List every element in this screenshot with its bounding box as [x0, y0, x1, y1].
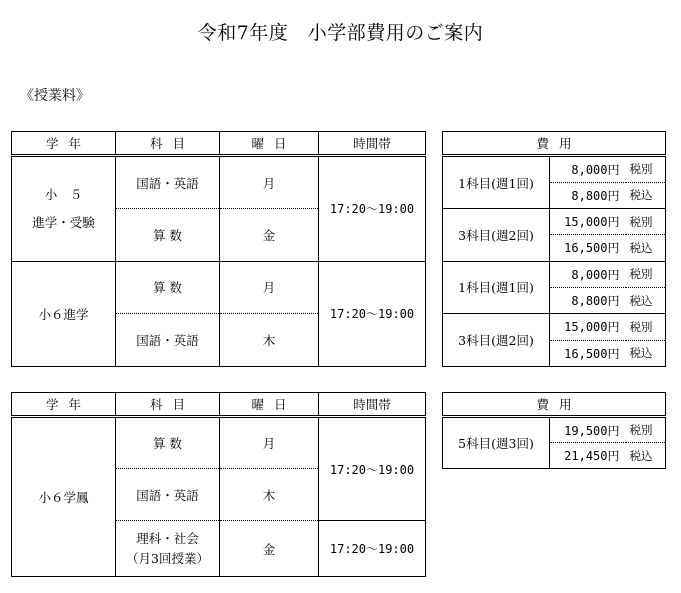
header-time: 時間帯 — [319, 393, 426, 417]
fee-incl: 16,500円 — [550, 235, 626, 261]
fee-excl-label: 税別 — [626, 156, 666, 182]
subject-cell: 国語・英語 — [116, 469, 220, 521]
day-cell: 木 — [220, 469, 319, 521]
subject-cell — [116, 521, 220, 577]
fee-excl-label: 税別 — [626, 314, 666, 340]
fee-incl-label: 税込 — [626, 443, 666, 469]
fee-incl-label: 税込 — [626, 340, 666, 366]
fee-incl: 21,450円 — [550, 443, 626, 469]
fee-excl: 15,000円 — [550, 314, 626, 340]
day-cell: 月 — [220, 417, 319, 469]
fee-incl-label: 税込 — [626, 182, 666, 208]
subject-cell: 算 数 — [116, 208, 220, 261]
day-cell: 月 — [220, 261, 319, 314]
header-fee: 費用 — [443, 132, 666, 156]
day-cell: 金 — [220, 521, 319, 577]
grade-cell: 小６学鳳 — [12, 417, 116, 577]
fee-excl: 8,000円 — [550, 261, 626, 287]
fee-plan: 5科目(週3回) — [443, 417, 550, 469]
fee-plan: 3科目(週2回) — [443, 314, 550, 367]
day-cell: 月 — [220, 156, 319, 209]
subject-line: （月3回授業） — [126, 550, 209, 566]
fee-incl: 8,800円 — [550, 182, 626, 208]
day-cell: 木 — [220, 314, 319, 367]
fee-table-1 — [442, 131, 666, 367]
subject-cell: 算 数 — [116, 261, 220, 314]
page-title: 令和7年度 小学部費用のご案内 — [197, 22, 484, 44]
fee-incl: 8,800円 — [550, 287, 626, 313]
fee-excl: 15,000円 — [550, 208, 626, 234]
subject-cell: 国語・英語 — [116, 156, 220, 209]
time-cell: 17:20～19:00 — [319, 417, 426, 521]
subject-cell: 国語・英語 — [116, 314, 220, 367]
time-cell: 17:20～19:00 — [319, 261, 426, 366]
day-cell: 金 — [220, 208, 319, 261]
fee-excl: 19,500円 — [550, 417, 626, 443]
grade-cell — [12, 156, 116, 261]
subject-line: 理科・社会 — [136, 530, 199, 546]
fee-plan: 1科目(週1回) — [443, 261, 550, 314]
fee-excl-label: 税別 — [626, 261, 666, 287]
header-time: 時間帯 — [319, 132, 426, 156]
fee-excl-label: 税別 — [626, 208, 666, 234]
fee-incl-label: 税込 — [626, 235, 666, 261]
fee-incl-label: 税込 — [626, 287, 666, 313]
schedule-table-2 — [11, 392, 426, 577]
grade-cell: 小６進学 — [12, 261, 116, 366]
fee-excl: 8,000円 — [550, 156, 626, 182]
header-grade: 学年 — [12, 132, 116, 156]
section-label: 《授業料》 — [20, 88, 90, 104]
fee-plan: 3科目(週2回) — [443, 208, 550, 261]
time-cell: 17:20～19:00 — [319, 156, 426, 261]
grade-line: 小 ５ — [44, 186, 83, 202]
grade-line: 進学・受験 — [32, 214, 95, 230]
header-day: 曜日 — [220, 393, 319, 417]
header-fee: 費用 — [443, 393, 666, 417]
header-subject: 科目 — [116, 393, 220, 417]
time-cell: 17:20～19:00 — [319, 521, 426, 577]
fee-incl: 16,500円 — [550, 340, 626, 366]
fee-plan: 1科目(週1回) — [443, 156, 550, 209]
subject-cell: 算 数 — [116, 417, 220, 469]
header-day: 曜日 — [220, 132, 319, 156]
header-grade: 学年 — [12, 393, 116, 417]
fee-table-2 — [442, 392, 666, 469]
fee-excl-label: 税別 — [626, 417, 666, 443]
header-subject: 科目 — [116, 132, 220, 156]
schedule-table-1 — [11, 131, 426, 367]
